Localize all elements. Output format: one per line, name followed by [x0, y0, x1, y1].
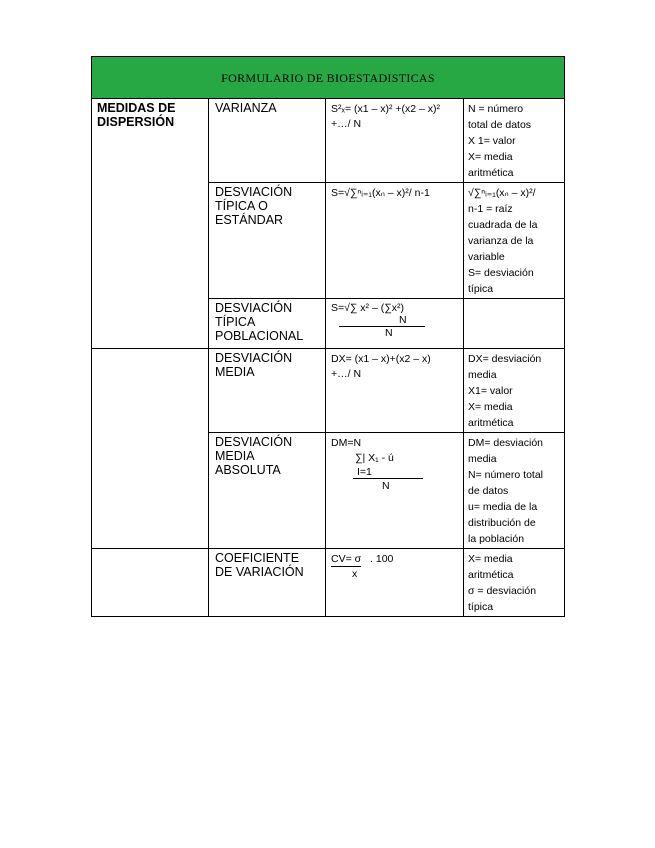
category-cell	[92, 99, 209, 349]
formula-cell	[326, 299, 464, 349]
description-line: media	[468, 369, 497, 381]
description-cell	[464, 99, 565, 183]
description-line: X= media	[468, 151, 513, 163]
fraction	[331, 302, 460, 340]
formula-line: +…/ N	[331, 118, 362, 130]
formula-numerator: S=√∑ x² – (∑x²)	[331, 302, 404, 314]
category-label-line: DISPERSIÓN	[97, 115, 175, 129]
description-line: X= media	[468, 553, 513, 565]
formula-line: S²ₓ= (x1 – x)² +(x2 – x)²	[331, 103, 441, 115]
description-line: aritmética	[468, 569, 514, 581]
description-cell	[464, 433, 565, 549]
measure-name-cell	[209, 549, 326, 617]
formula-denominator: x	[352, 568, 358, 580]
formula-index: I=1	[357, 466, 372, 478]
formula-line: DX= (x1 – x)+(x2 – x)	[331, 353, 431, 365]
category-cell-empty	[92, 549, 209, 617]
category-cell-empty	[92, 349, 209, 549]
measure-name-cell	[209, 299, 326, 349]
formula-cell	[326, 549, 464, 617]
description-line: total de datos	[468, 119, 532, 131]
measure-name: TÍPICA	[215, 315, 256, 329]
table-row	[92, 349, 565, 433]
formula-numerator: CV= σ	[331, 553, 362, 565]
measure-name-cell	[209, 183, 326, 299]
description-line: cuadrada de la	[468, 219, 538, 231]
table-row	[92, 549, 565, 617]
description-cell	[464, 549, 565, 617]
description-line: √∑ⁿᵢ₌₁(xₙ – x)²/	[468, 187, 536, 199]
measure-name: DESVIACIÓN	[215, 185, 293, 199]
measure-name: POBLACIONAL	[215, 329, 304, 343]
formula-summation: ∑| X₁ - ú	[355, 452, 394, 464]
formula-line: +…/ N	[331, 368, 362, 380]
formula-denominator: N	[382, 480, 390, 492]
description-line: media	[468, 453, 497, 465]
measure-name-cell	[209, 349, 326, 433]
measure-name: COEFICIENTE	[215, 551, 300, 565]
description-line: u= media de la	[468, 501, 538, 513]
description-line: X 1= valor	[468, 135, 516, 147]
formula-cell	[326, 349, 464, 433]
formula-line: DM=N	[331, 437, 362, 449]
description-line: DM= desviación	[468, 437, 543, 449]
description-line: DX= desviación	[468, 353, 542, 365]
measure-name: DE VARIACIÓN	[215, 565, 304, 579]
description-line: aritmética	[468, 417, 514, 429]
formula-line	[331, 552, 460, 567]
table-title: FORMULARIO DE BIOESTADISTICAS	[221, 71, 435, 85]
formula-table	[91, 56, 565, 617]
description-line: σ = desviación	[468, 585, 537, 597]
measure-name: DESVIACIÓN	[215, 301, 293, 315]
description-line: aritmética	[468, 167, 514, 179]
description-line: típica	[468, 283, 494, 295]
formula-cell	[326, 183, 464, 299]
description-line: variable	[468, 251, 505, 263]
formula-denominator: N	[385, 327, 393, 339]
description-line: X1= valor	[468, 385, 513, 397]
formula-line: S=√∑ⁿᵢ₌₁(xₙ – x)²/ n-1	[331, 187, 430, 199]
formula-inner-denominator: N	[399, 314, 407, 326]
measure-name: MEDIA	[215, 449, 255, 463]
description-cell	[464, 299, 565, 349]
description-line: X= media	[468, 401, 513, 413]
table-row	[92, 99, 565, 183]
measure-name-cell	[209, 99, 326, 183]
table-title-cell	[92, 57, 565, 99]
description-line: distribución de	[468, 517, 536, 529]
description-line: n-1 = raíz	[468, 203, 513, 215]
measure-name-cell	[209, 433, 326, 549]
description-line: N = número	[468, 103, 524, 115]
formula-multiplier: . 100	[370, 553, 394, 565]
formula-cell	[326, 99, 464, 183]
description-line: típica	[468, 601, 494, 613]
description-line: N= número total	[468, 469, 543, 481]
description-line: de datos	[468, 485, 509, 497]
measure-name: MEDIA	[215, 365, 255, 379]
measure-name: ESTÁNDAR	[215, 213, 284, 227]
formulario-sheet	[91, 56, 564, 617]
description-cell	[464, 349, 565, 433]
formula-cell	[326, 433, 464, 549]
measure-name: TÍPICA O	[215, 199, 268, 213]
description-cell	[464, 183, 565, 299]
measure-name: ABSOLUTA	[215, 463, 281, 477]
description-line: S= desviación	[468, 267, 534, 279]
measure-name: DESVIACIÓN	[215, 435, 293, 449]
description-line: la población	[468, 533, 525, 545]
description-line: varianza de la	[468, 235, 534, 247]
measure-name: DESVIACIÓN	[215, 351, 293, 365]
category-label-line: MEDIDAS DE	[97, 101, 176, 115]
measure-name: VARIANZA	[215, 101, 277, 115]
